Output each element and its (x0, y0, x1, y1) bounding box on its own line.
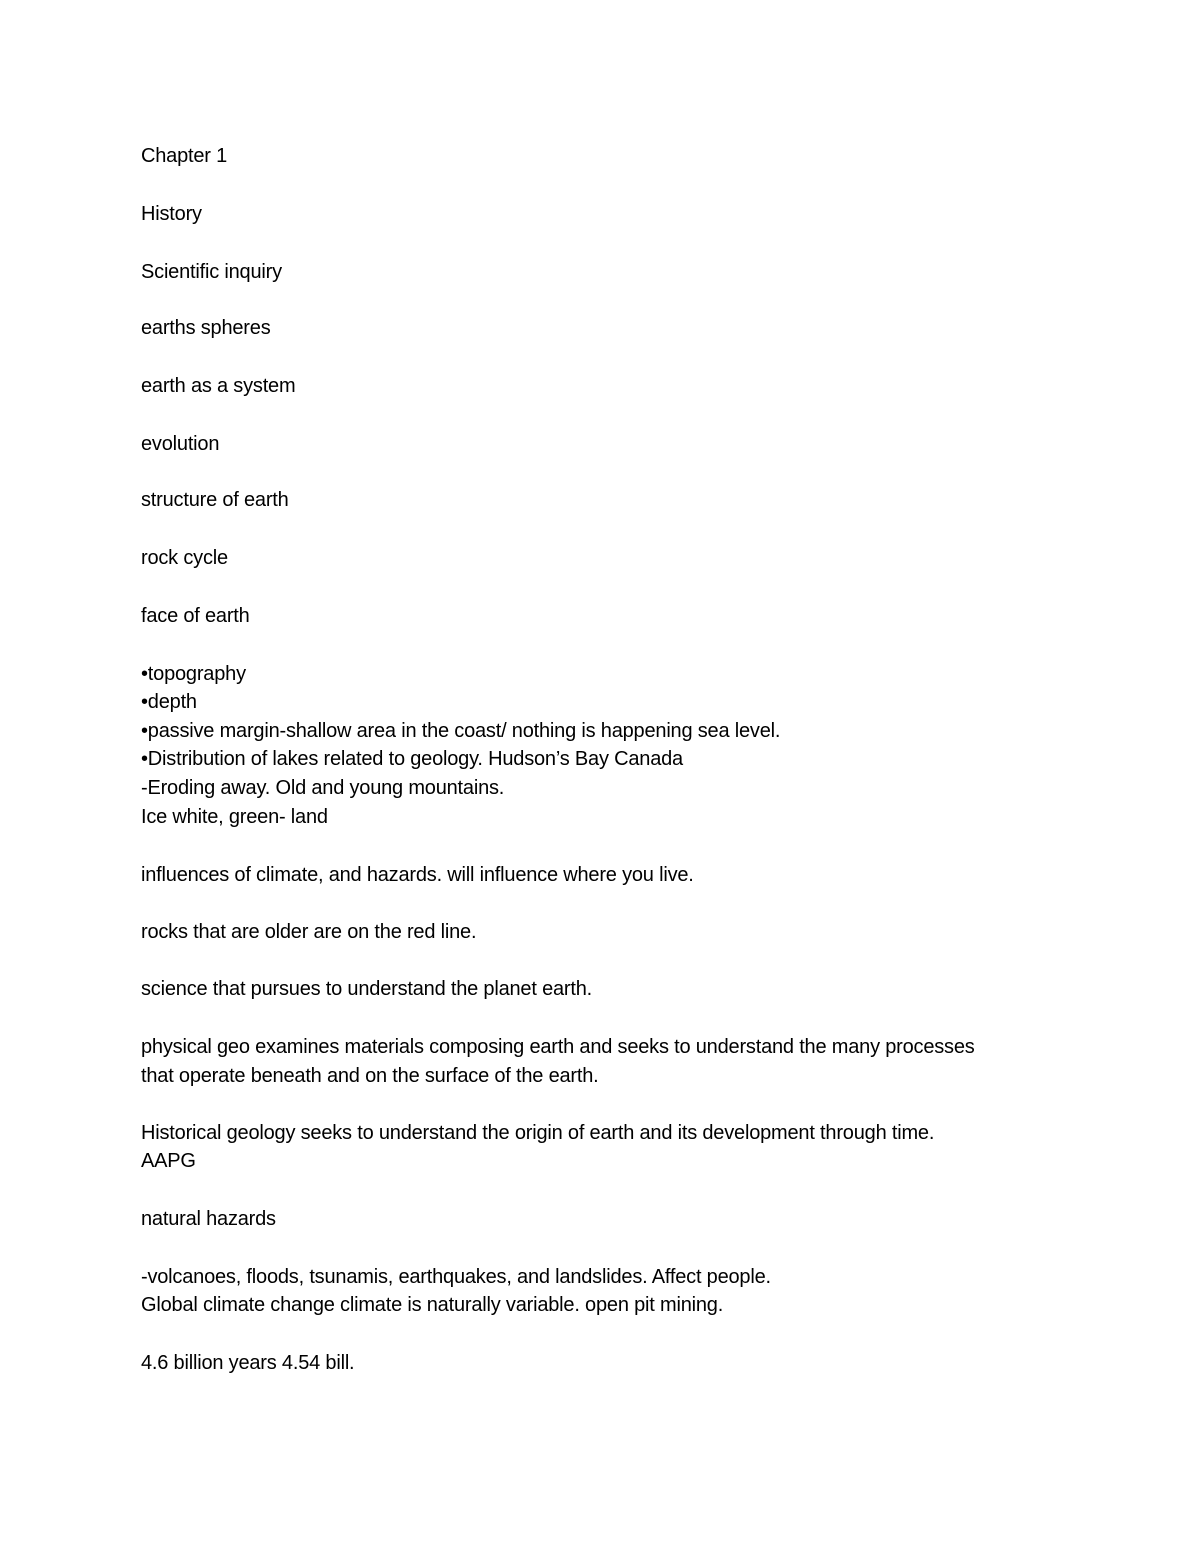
bullet-item: •passive margin-shallow area in the coast/ nothing is happening sea level. (141, 720, 781, 742)
bullet-item: •depth (141, 691, 197, 713)
text-line: rock cycle (141, 547, 228, 569)
text-line: structure of earth (141, 489, 289, 511)
text-line: Scientific inquiry (141, 261, 282, 283)
text-line: Historical geology seeks to understand the origin of earth and its development through time. (141, 1122, 935, 1144)
text-line: earths spheres (141, 317, 271, 339)
text-line: -volcanoes, floods, tsunamis, earthquakes, and landslides. Affect people. (141, 1266, 771, 1288)
text-line: evolution (141, 433, 220, 455)
chapter-heading: Chapter 1 (141, 145, 228, 167)
text-line: physical geo examines materials composing earth and seeks to understand the many processes (141, 1036, 975, 1058)
text-line: -Eroding away. Old and young mountains. (141, 777, 505, 799)
text-line: influences of climate, and hazards. will influence where you live. (141, 864, 694, 886)
text-line: AAPG (141, 1150, 196, 1172)
text-line: History (141, 203, 202, 225)
text-line: earth as a system (141, 375, 296, 397)
text-line: 4.6 billion years 4.54 bill. (141, 1352, 355, 1374)
bullet-item: •topography (141, 663, 246, 685)
text-line: rocks that are older are on the red line. (141, 921, 477, 943)
text-line: Ice white, green- land (141, 806, 328, 828)
bullet-item: •Distribution of lakes related to geology. Hudson’s Bay Canada (141, 748, 683, 770)
text-line: science that pursues to understand the planet earth. (141, 978, 593, 1000)
text-line: natural hazards (141, 1208, 276, 1230)
text-line: face of earth (141, 605, 250, 627)
text-line: Global climate change climate is naturally variable. open pit mining. (141, 1294, 724, 1316)
text-line: that operate beneath and on the surface of the earth. (141, 1065, 599, 1087)
